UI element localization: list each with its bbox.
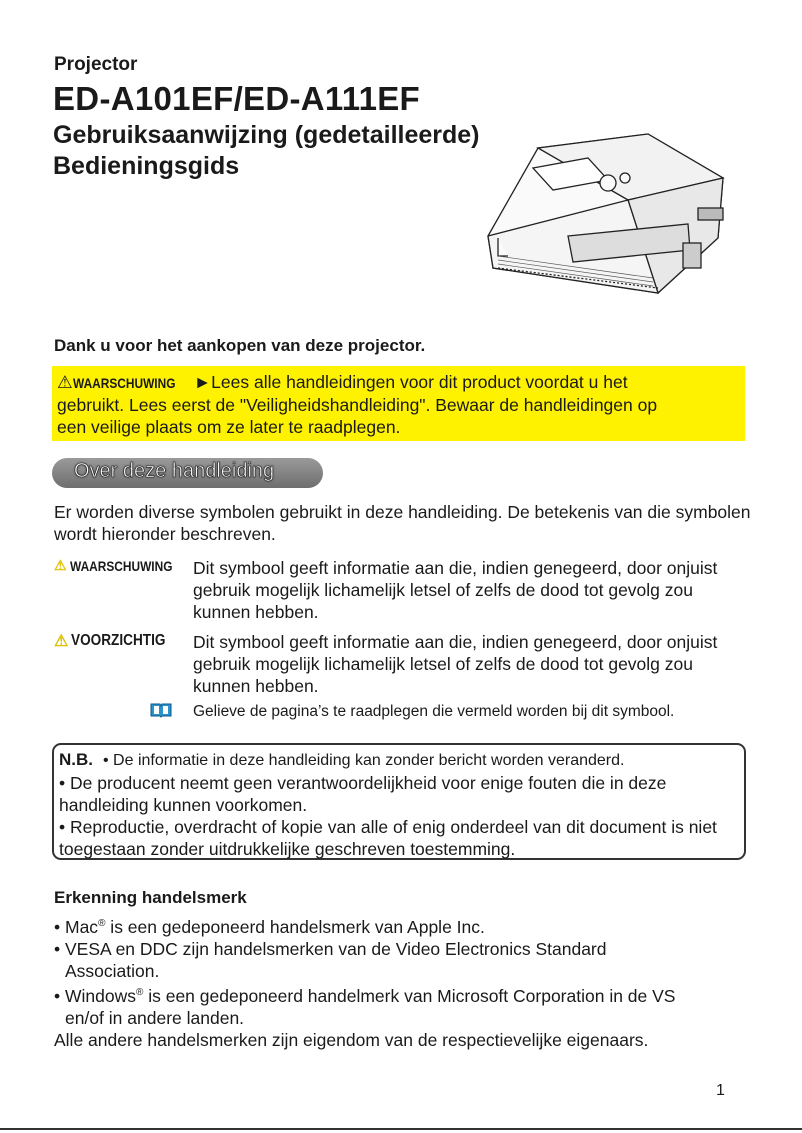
tm-text: Association. bbox=[65, 960, 160, 981]
trademark-list bbox=[54, 913, 754, 1051]
note-item: • De informatie in deze handleiding kan zonder bericht worden veranderd. bbox=[103, 752, 625, 769]
tm-text: en/of in andere landen. bbox=[65, 1007, 245, 1028]
warning-triangle-icon: ⚠ bbox=[54, 557, 67, 573]
bottom-rule bbox=[0, 1128, 802, 1130]
trademark-item bbox=[54, 913, 754, 938]
thanks-heading: Dank u voor het aankopen van deze projector. bbox=[54, 336, 426, 355]
caution-triangle-icon: ⚠ bbox=[54, 633, 69, 650]
tm-text: • Windows bbox=[54, 985, 136, 1006]
book-icon bbox=[150, 702, 172, 718]
warning-text: Lees alle handleidingen voor dit product voordat u het bbox=[211, 372, 628, 392]
warning-text: een veilige plaats om ze later te raadplegen. bbox=[57, 417, 401, 437]
title-line: Bedieningsgids bbox=[53, 152, 240, 180]
tm-text: • VESA en DDC zijn handelsmerken van de Video Electronics Standard bbox=[54, 938, 607, 959]
reference-note: Gelieve de pagina’s te raadplegen die vermeld worden bij dit symbool. bbox=[193, 703, 675, 720]
trademark-heading: Erkenning handelsmerk bbox=[54, 888, 247, 907]
symbol-caution bbox=[54, 631, 182, 651]
symbol-label: VOORZICHTIG bbox=[71, 632, 166, 649]
page-number: 1 bbox=[716, 1082, 725, 1099]
note-box bbox=[52, 743, 746, 860]
arrow-icon: ► bbox=[193, 372, 212, 392]
intro-text: Er worden diverse symbolen gebruikt in deze handleiding. De betekenis van die symbolen wordt hieronder beschreven. bbox=[54, 502, 751, 544]
trademark-item bbox=[54, 982, 754, 1029]
warning-box bbox=[52, 366, 745, 441]
warning-icon: ⚠ bbox=[57, 372, 73, 392]
section-header bbox=[52, 458, 323, 488]
title-line: Gebruiksaanwijzing (gedetailleerde) bbox=[53, 121, 480, 149]
document-title bbox=[53, 120, 480, 182]
product-category: Projector bbox=[54, 54, 138, 75]
registered-mark: ® bbox=[135, 986, 144, 998]
symbol-label: WAARSCHUWING bbox=[69, 557, 173, 574]
trademark-item bbox=[54, 938, 754, 982]
tm-text: • Mac bbox=[54, 916, 99, 937]
warning-label: WAARSCHUWING bbox=[72, 375, 176, 391]
note-item: • Reproductie, overdracht of kopie van alle of enig onderdeel van dit document is niet toegestaan zonder uitdrukkelijke geschreven toestemming. bbox=[59, 817, 717, 859]
projector-image bbox=[478, 128, 738, 303]
model-title: ED-A101EF/ED-A111EF bbox=[53, 80, 421, 117]
note-label: N.B. bbox=[59, 750, 93, 769]
symbol-description: Dit symbool geeft informatie aan die, indien genegeerd, door onjuist gebruik mogelijk lichamelijk letsel of zelfs de dood tot gevolg zou kunnen hebben. bbox=[193, 632, 718, 696]
symbol-warning bbox=[54, 557, 190, 574]
tm-text: is een gedeponeerd handelmerk van Microsoft Corporation in de VS bbox=[143, 985, 676, 1006]
warning-text: gebruikt. Lees eerst de "Veiligheidshandleiding". Bewaar de handleidingen op bbox=[57, 395, 658, 415]
symbol-description: Dit symbool geeft informatie aan die, indien genegeerd, door onjuist gebruik mogelijk lichamelijk letsel of zelfs de dood tot gevolg zou kunnen hebben. bbox=[193, 558, 718, 622]
trademark-footer: Alle andere handelsmerken zijn eigendom van de respectievelijke eigenaars. bbox=[54, 1029, 649, 1050]
section-title: Over deze handleiding bbox=[74, 460, 275, 482]
tm-text: is een gedeponeerd handelsmerk van Apple Inc. bbox=[105, 916, 485, 937]
registered-mark: ® bbox=[98, 918, 106, 929]
note-item: • De producent neemt geen verantwoordelijkheid voor enige fouten die in deze handleiding kunnen voorkomen. bbox=[59, 773, 667, 815]
